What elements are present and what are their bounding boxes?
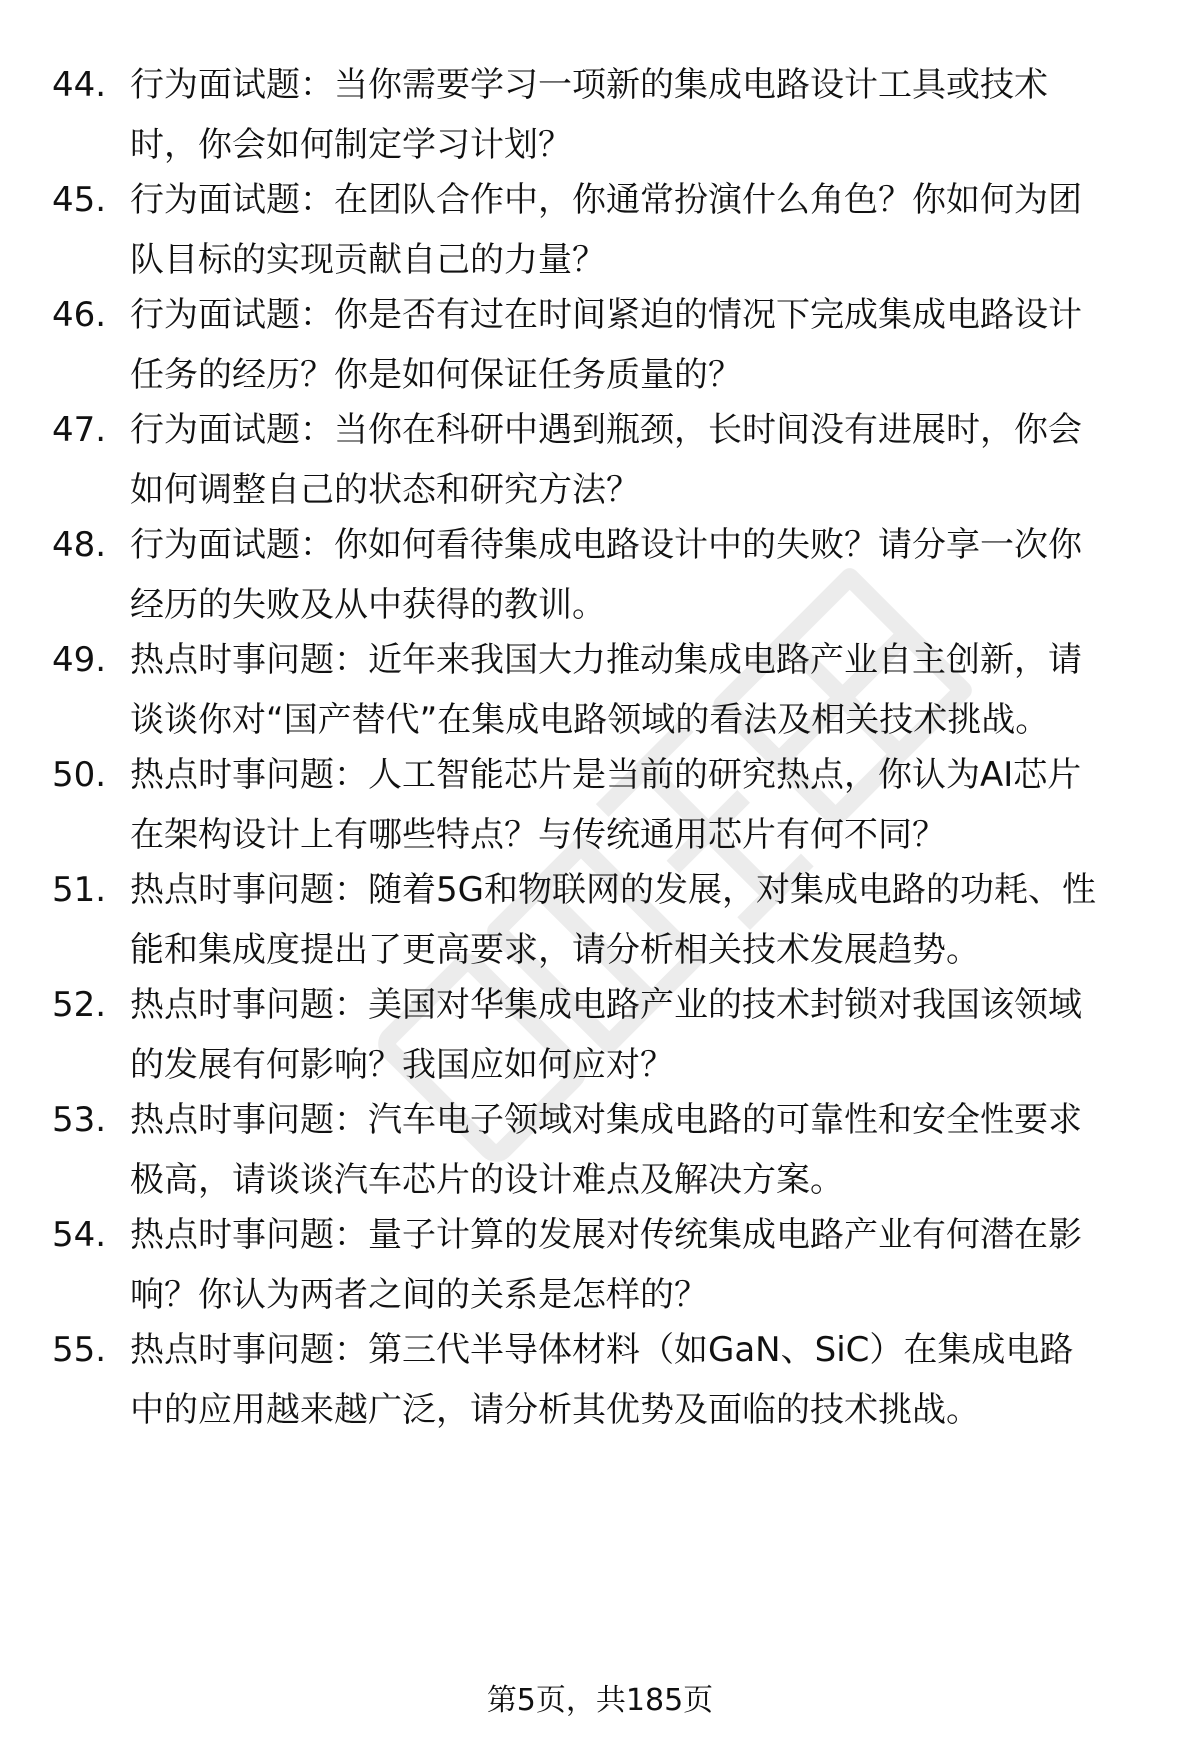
page-number-footer: 第5页，共185页 bbox=[486, 1683, 714, 1718]
question-item bbox=[52, 1205, 1152, 1325]
question-number: 48. bbox=[52, 525, 107, 565]
question-item bbox=[52, 745, 1152, 865]
question-number: 55. bbox=[52, 1330, 107, 1370]
question-line: 行为面试题：你如何看待集成电路设计中的失败？请分享一次你 bbox=[130, 525, 1082, 565]
question-item bbox=[52, 515, 1152, 635]
question-text bbox=[130, 515, 1150, 635]
question-line: 队目标的实现贡献自己的力量？ bbox=[130, 240, 606, 280]
question-line: 在架构设计上有哪些特点？与传统通用芯片有何不同？ bbox=[130, 815, 946, 855]
question-text bbox=[130, 630, 1150, 750]
question-text bbox=[130, 1205, 1150, 1325]
question-number: 50. bbox=[52, 755, 107, 795]
question-text bbox=[130, 1320, 1150, 1440]
question-line: 经历的失败及从中获得的教训。 bbox=[130, 585, 606, 625]
question-text bbox=[130, 1090, 1150, 1210]
question-item bbox=[52, 1090, 1152, 1210]
question-line: 行为面试题：在团队合作中，你通常扮演什么角色？你如何为团 bbox=[130, 180, 1082, 220]
question-line: 热点时事问题：美国对华集成电路产业的技术封锁对我国该领域 bbox=[130, 985, 1082, 1025]
question-line: 行为面试题：当你在科研中遇到瓶颈，长时间没有进展时，你会 bbox=[130, 410, 1082, 450]
question-line: 行为面试题：当你需要学习一项新的集成电路设计工具或技术 bbox=[130, 65, 1048, 105]
question-text bbox=[130, 55, 1150, 175]
question-line: 热点时事问题：汽车电子领域对集成电路的可靠性和安全性要求 bbox=[130, 1100, 1082, 1140]
question-number: 45. bbox=[52, 180, 107, 220]
question-line: 行为面试题：你是否有过在时间紧迫的情况下完成集成电路设计 bbox=[130, 295, 1082, 335]
question-number: 51. bbox=[52, 870, 107, 910]
question-item bbox=[52, 55, 1152, 175]
question-item bbox=[52, 975, 1152, 1095]
question-line: 如何调整自己的状态和研究方法？ bbox=[130, 470, 640, 510]
question-line: 能和集成度提出了更高要求，请分析相关技术发展趋势。 bbox=[130, 930, 980, 970]
question-line: 响？你认为两者之间的关系是怎样的？ bbox=[130, 1275, 708, 1315]
question-text bbox=[130, 860, 1150, 980]
question-line: 任务的经历？你是如何保证任务质量的？ bbox=[130, 355, 742, 395]
question-line: 热点时事问题：量子计算的发展对传统集成电路产业有何潜在影 bbox=[130, 1215, 1082, 1255]
question-number: 44. bbox=[52, 65, 107, 105]
question-line: 中的应用越来越广泛，请分析其优势及面临的技术挑战。 bbox=[130, 1390, 980, 1430]
question-line: 热点时事问题：人工智能芯片是当前的研究热点，你认为AI芯片 bbox=[130, 755, 1082, 795]
question-number: 49. bbox=[52, 640, 107, 680]
question-text bbox=[130, 285, 1150, 405]
question-line: 谈谈你对“国产替代”在集成电路领域的看法及相关技术挑战。 bbox=[130, 700, 1050, 740]
question-text bbox=[130, 170, 1150, 290]
question-number: 52. bbox=[52, 985, 107, 1025]
question-number: 46. bbox=[52, 295, 107, 335]
question-text bbox=[130, 745, 1150, 865]
question-item bbox=[52, 630, 1152, 750]
question-number: 47. bbox=[52, 410, 107, 450]
question-item bbox=[52, 1320, 1152, 1440]
question-item bbox=[52, 400, 1152, 520]
question-line: 热点时事问题：第三代半导体材料（如GaN、SiC）在集成电路 bbox=[130, 1330, 1074, 1370]
question-number: 54. bbox=[52, 1215, 107, 1255]
question-line: 时，你会如何制定学习计划？ bbox=[130, 125, 572, 165]
question-item bbox=[52, 285, 1152, 405]
question-text bbox=[130, 975, 1150, 1095]
question-line: 热点时事问题：近年来我国大力推动集成电路产业自主创新，请 bbox=[130, 640, 1082, 680]
question-line: 极高，请谈谈汽车芯片的设计难点及解决方案。 bbox=[130, 1160, 844, 1200]
question-item bbox=[52, 170, 1152, 290]
question-line: 的发展有何影响？我国应如何应对？ bbox=[130, 1045, 674, 1085]
question-text bbox=[130, 400, 1150, 520]
question-number: 53. bbox=[52, 1100, 107, 1140]
question-item bbox=[52, 860, 1152, 980]
question-line: 热点时事问题：随着5G和物联网的发展，对集成电路的功耗、性 bbox=[130, 870, 1096, 910]
